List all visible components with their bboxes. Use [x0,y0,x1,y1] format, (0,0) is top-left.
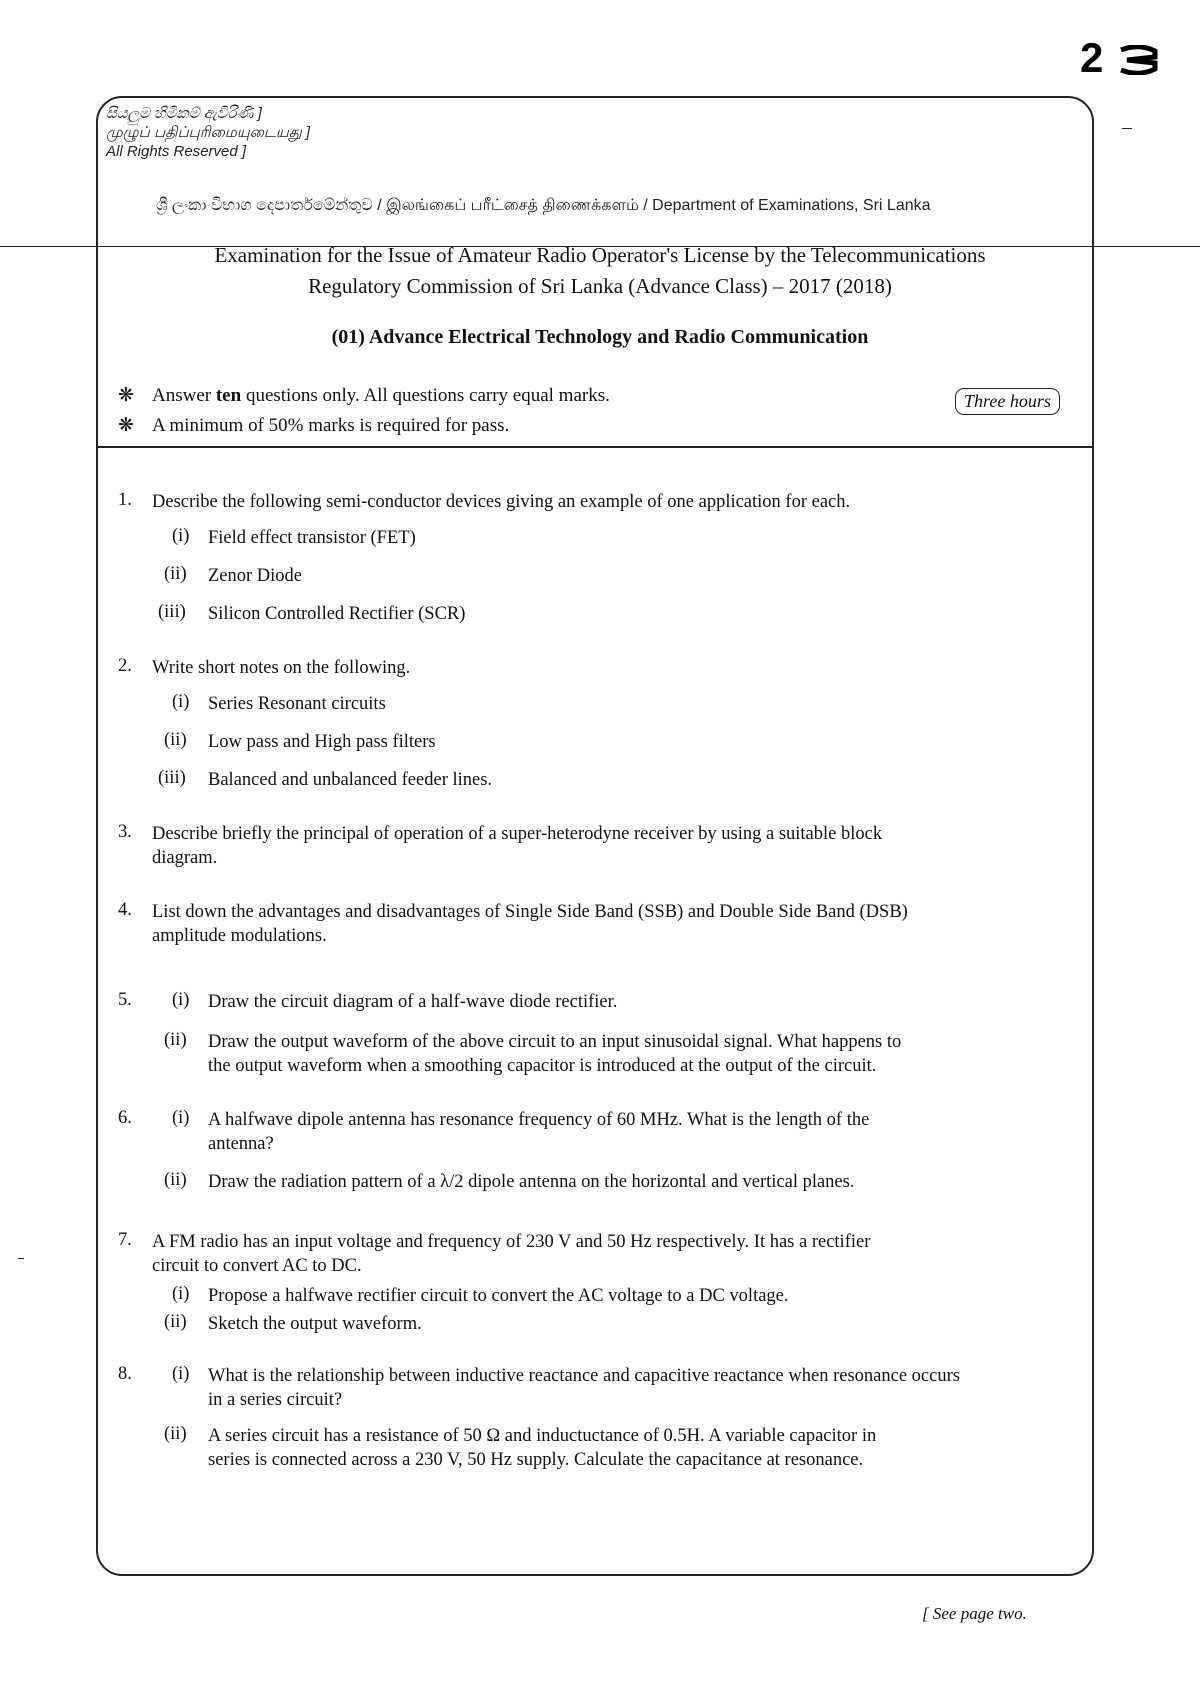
sub-number: (ii) [164,1030,187,1050]
question-5-i: Draw the circuit diagram of a half-wave diode rectifier. [208,992,618,1012]
header-rule [96,446,1094,448]
question-8-i: What is the relationship between inductive reactance and capacitive reactance when resonance occurs in a series circuit? [208,1366,960,1410]
tick-mark [18,1258,24,1259]
sub-number: (ii) [164,1424,187,1444]
question-8-ii: A series circuit has a resistance of 50 Ω and inductuctance of 0.5H. A variable capacitor in series is connected across a 230 V, 50 Hz supply. Calculate the capacitance at resonance. [208,1426,877,1470]
page-number: 2 [1080,34,1161,82]
question-4-text: List down the advantages and disadvantages of Single Side Band (SSB) and Double Side Band (DSB) amplitude modulations. [152,902,908,946]
question-number: 8. [118,1364,132,1384]
question-7-ii: Sketch the output waveform. [208,1314,422,1334]
sub-number: (i) [172,526,190,546]
sub-number: (i) [172,1284,190,1304]
three-glyph-icon [1117,45,1161,75]
rights-english: All Rights Reserved ] [106,143,247,160]
question-2-ii: Low pass and High pass filters [208,732,436,752]
star-icon: ❋ [118,385,134,406]
question-7-text: A FM radio has an input voltage and frequency of 230 V and 50 Hz respectively. It has a rectifier circuit to convert AC to DC. [152,1232,871,1276]
question-7-i: Propose a halfwave rectifier circuit to convert the AC voltage to a DC voltage. [208,1286,789,1306]
question-number: 2. [118,656,132,676]
sub-number: (ii) [164,1312,187,1332]
question-3-text: Describe briefly the principal of operation of a super-heterodyne receiver by using a suitable block diagram. [152,824,883,868]
star-icon: ❋ [118,415,134,436]
exam-title [130,240,1070,302]
sub-number: (i) [172,692,190,712]
exam-title-line-2: Regulatory Commission of Sri Lanka (Advance Class) – 2017 (2018) [308,274,892,298]
rights-tamil: முழுப் பதிப்புரிமையுடையது ] [106,124,311,141]
department-name: ශ්‍රී ලංකා විභාග දෙපාර්තමේන්තුව / இலங்கைப் பரீட்சைத் திணைக்களம் / Department of Examinations, Sri Lanka [156,197,931,214]
see-page-two: [ See page two. [922,1604,1027,1623]
question-2-text: Write short notes on the following. [152,658,411,678]
exam-title-line-1: Examination for the Issue of Amateur Radio Operator's License by the Telecommunications [214,243,986,267]
question-5-ii: Draw the output waveform of the above circuit to an input sinusoidal signal. What happens to the output waveform when a smoothing capacitor is introduced at the output of the circuit. [208,1032,902,1076]
question-2-i: Series Resonant circuits [208,694,386,714]
instruction-1: ❋ Answer ten questions only. All questions carry equal marks. [118,385,610,406]
question-6-ii: Draw the radiation pattern of a λ/2 dipole antenna on the horizontal and vertical planes. [208,1172,855,1192]
sub-number: (i) [172,990,190,1010]
question-number: 4. [118,900,132,920]
sub-number: (i) [172,1364,190,1384]
question-2-iii: Balanced and unbalanced feeder lines. [208,770,493,790]
sub-number: (i) [172,1108,190,1128]
question-number: 7. [118,1230,132,1250]
sub-number: (iii) [158,602,186,622]
question-number: 3. [118,822,132,842]
paper-title: (01) Advance Electrical Technology and Radio Communication [331,326,869,348]
rights-reserved [106,104,310,161]
sub-number: (ii) [164,564,187,584]
sub-number: (ii) [164,730,187,750]
question-1-ii: Zenor Diode [208,566,303,586]
question-1-iii: Silicon Controlled Rectifier (SCR) [208,604,466,624]
question-number: 6. [118,1108,132,1128]
sub-number: (ii) [164,1170,187,1190]
question-1-text: Describe the following semi-conductor devices giving an example of one application for each. [152,492,851,512]
rights-sinhala: සියලුම හිමිකම් ඇවිරිණි ] [106,105,262,122]
duration-badge: Three hours [955,388,1060,415]
tick-mark [1122,128,1132,129]
instruction-2: ❋ A minimum of 50% marks is required for pass. [118,415,510,436]
question-1-i: Field effect transistor (FET) [208,528,416,548]
question-6-i: A halfwave dipole antenna has resonance frequency of 60 MHz. What is the length of the antenna? [208,1110,870,1154]
question-number: 5. [118,990,132,1010]
question-number: 1. [118,490,132,510]
sub-number: (iii) [158,768,186,788]
